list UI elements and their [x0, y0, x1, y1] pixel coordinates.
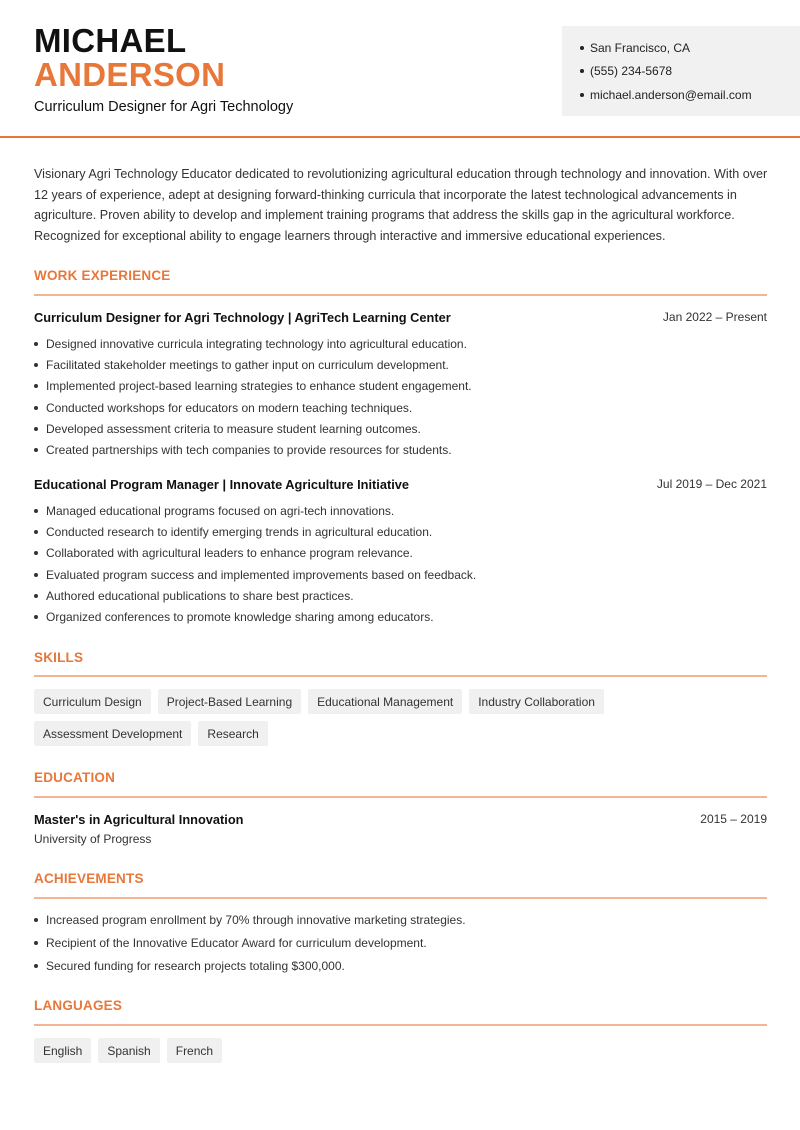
- job-bullet: [34, 376, 767, 397]
- skill-tag: Curriculum Design: [34, 689, 151, 714]
- job-bullet: [34, 564, 767, 585]
- section-divider: [34, 675, 767, 677]
- bullet-icon: [34, 573, 38, 577]
- headline-title: Curriculum Designer for Agri Technology: [34, 99, 294, 115]
- language-tag: English: [34, 1038, 91, 1063]
- skill-tag: Assessment Development: [34, 721, 191, 746]
- achievement-item: [34, 909, 767, 932]
- contact-phone-text: (555) 234-5678: [590, 64, 673, 79]
- job-dates: Jul 2019 – Dec 2021: [656, 477, 767, 491]
- bullet-icon: [34, 384, 38, 388]
- achievements-list: [34, 902, 767, 977]
- job-bullet-text: Evaluated program success and implemented improvements based on feedback.: [46, 567, 477, 582]
- bullet-icon: [580, 69, 584, 73]
- last-name: ANDERSON: [34, 56, 226, 93]
- bullet-icon: [34, 509, 38, 513]
- job-bullet: [34, 585, 767, 606]
- job-bullet-text: Facilitated stakeholder meetings to gather input on curriculum development.: [46, 357, 449, 372]
- job-bullet-text: Implemented project-based learning strategies to enhance student engagement.: [46, 379, 472, 394]
- section-divider: [34, 796, 767, 798]
- bullet-icon: [34, 918, 38, 922]
- job-bullet-text: Designed innovative curricula integrating technology into agricultural education.: [46, 336, 467, 351]
- job-bullet: [34, 397, 767, 418]
- job-bullet-text: Organized conferences to promote knowledge sharing among educators.: [46, 610, 434, 625]
- bullet-icon: [34, 941, 38, 945]
- work-experience-heading: WORK EXPERIENCE: [34, 268, 171, 283]
- job-bullet: [34, 543, 767, 564]
- job-bullet-text: Managed educational programs focused on agri-tech innovations.: [46, 503, 395, 518]
- job-bullet: [34, 521, 767, 542]
- bullet-icon: [34, 448, 38, 452]
- contact-box: [562, 26, 800, 116]
- job-bullet: [34, 606, 767, 627]
- section-divider: [34, 294, 767, 296]
- job-bullet-text: Conducted workshops for educators on modern teaching techniques.: [46, 400, 413, 415]
- job-bullet: [34, 500, 767, 521]
- bullet-icon: [34, 594, 38, 598]
- job-bullet-text: Created partnerships with tech companies to provide resources for students.: [46, 443, 452, 458]
- section-divider: [34, 897, 767, 899]
- job-bullet-text: Authored educational publications to share best practices.: [46, 588, 354, 603]
- education-dates: 2015 – 2019: [700, 812, 767, 826]
- contact-phone: [580, 60, 800, 84]
- bullet-icon: [580, 93, 584, 97]
- job-dates: Jan 2022 – Present: [662, 310, 767, 324]
- contact-email-text: michael.anderson@email.com: [590, 87, 752, 102]
- achievements-heading: ACHIEVEMENTS: [34, 871, 144, 886]
- bullet-icon: [34, 964, 38, 968]
- bullet-icon: [580, 46, 584, 50]
- skill-tag: Research: [198, 721, 267, 746]
- first-name: MICHAEL: [34, 22, 187, 59]
- resume-header: [0, 0, 800, 138]
- bullet-icon: [34, 406, 38, 410]
- skills-heading: SKILLS: [34, 650, 84, 665]
- job-title: Curriculum Designer for Agri Technology | AgriTech Learning Center: [34, 309, 451, 325]
- bullet-icon: [34, 530, 38, 534]
- job-bullet-text: Collaborated with agricultural leaders to enhance program relevance.: [46, 546, 413, 561]
- bullet-icon: [34, 551, 38, 555]
- job-bullet-text: Developed assessment criteria to measure student learning outcomes.: [46, 421, 421, 436]
- job-title: Educational Program Manager | Innovate Agriculture Initiative: [34, 476, 410, 492]
- job-bullet: [34, 439, 767, 460]
- skill-tag: Project-Based Learning: [158, 689, 301, 714]
- skills-list: [34, 689, 774, 753]
- school-name: University of Progress: [34, 832, 152, 846]
- section-divider: [34, 1024, 767, 1026]
- contact-location-text: San Francisco, CA: [590, 40, 691, 55]
- job-entry: [34, 308, 767, 461]
- skill-tag: Educational Management: [308, 689, 462, 714]
- languages-list: [34, 1038, 774, 1070]
- languages-heading: LANGUAGES: [34, 998, 123, 1013]
- degree-title: Master's in Agricultural Innovation: [34, 811, 244, 827]
- summary-paragraph: Visionary Agri Technology Educator dedicated to revolutionizing agricultural education through technology and innovation. With over 12 years of experience, adept at designing forward-thinking curricula that incorporate the latest technological advancements in agriculture. Proven ability to develop and implement training programs that address the skills gap in the agricultural workforce. Recognized for exceptional ability to engage learners through interactive and immersive educational experiences.: [34, 167, 768, 243]
- achievement-text: Recipient of the Innovative Educator Award for curriculum development.: [46, 936, 427, 951]
- bullet-icon: [34, 342, 38, 346]
- education-entry: [34, 810, 767, 846]
- achievement-text: Increased program enrollment by 70% through innovative marketing strategies.: [46, 913, 466, 928]
- skill-tag: Industry Collaboration: [469, 689, 604, 714]
- job-bullet-text: Conducted research to identify emerging trends in agricultural education.: [46, 524, 433, 539]
- job-bullet: [34, 418, 767, 439]
- education-heading: EDUCATION: [34, 770, 116, 785]
- achievement-text: Secured funding for research projects totaling $300,000.: [46, 958, 345, 973]
- job-entry: [34, 475, 767, 628]
- language-tag: Spanish: [98, 1038, 159, 1063]
- contact-email: [580, 83, 800, 107]
- achievement-item: [34, 932, 767, 955]
- achievement-item: [34, 955, 767, 978]
- job-bullet: [34, 333, 767, 354]
- job-bullet: [34, 354, 767, 375]
- contact-location: [580, 36, 800, 60]
- bullet-icon: [34, 615, 38, 619]
- language-tag: French: [167, 1038, 222, 1063]
- bullet-icon: [34, 427, 38, 431]
- bullet-icon: [34, 363, 38, 367]
